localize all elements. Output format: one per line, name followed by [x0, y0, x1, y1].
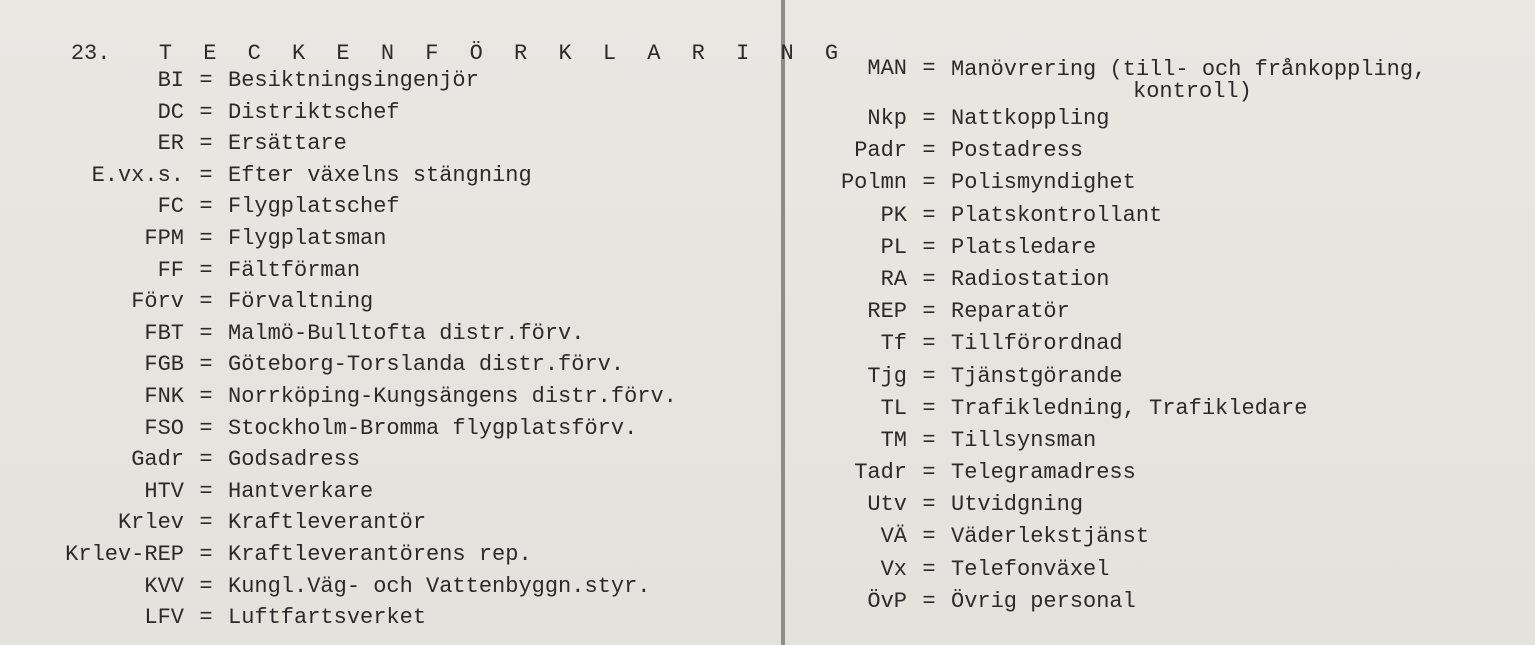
- equals-sign: =: [199, 383, 213, 409]
- equals-sign: =: [922, 331, 936, 357]
- legend-definition: Kraftleverantörens rep.: [228, 541, 532, 567]
- equals-sign: =: [922, 170, 936, 196]
- legend-abbreviation: TM: [880, 427, 907, 453]
- legend-entry: [0, 131, 677, 163]
- equals-sign: =: [199, 194, 213, 220]
- equals-sign: =: [199, 447, 213, 473]
- legend-entry: [785, 106, 1426, 138]
- left-legend-column: [0, 68, 677, 637]
- legend-abbreviation: PK: [880, 202, 907, 228]
- legend-entry: [0, 321, 677, 353]
- legend-entry: [0, 258, 677, 290]
- legend-entry: [785, 235, 1426, 267]
- legend-definition: Platsledare: [951, 234, 1097, 260]
- legend-entry: [0, 194, 677, 226]
- legend-definition: Tjänstgörande: [951, 363, 1123, 389]
- equals-sign: =: [922, 427, 936, 453]
- legend-abbreviation: Tjg: [867, 363, 907, 389]
- legend-entry: [0, 68, 677, 100]
- legend-definition: Kungl.Väg- och Vattenbyggn.styr.: [228, 573, 651, 599]
- equals-sign: =: [922, 588, 936, 614]
- equals-sign: =: [199, 68, 213, 93]
- legend-entry: [785, 267, 1426, 299]
- legend-definition: Malmö-Bulltofta distr.förv.: [228, 320, 585, 346]
- legend-entry: [785, 170, 1426, 202]
- equals-sign: =: [199, 289, 213, 315]
- legend-definition-line-2: kontroll): [1133, 79, 1252, 104]
- equals-sign: =: [922, 138, 936, 164]
- legend-abbreviation: Tf: [880, 331, 907, 357]
- legend-abbreviation: Krlev: [117, 510, 184, 536]
- legend-abbreviation: FBT: [144, 320, 184, 346]
- legend-abbreviation: FSO: [144, 415, 184, 441]
- legend-definition: Utvidgning: [951, 492, 1084, 518]
- legend-definition: Godsadress: [228, 447, 361, 473]
- legend-abbreviation: PL: [880, 234, 907, 260]
- legend-abbreviation: DC: [157, 99, 184, 125]
- equals-sign: =: [922, 556, 936, 582]
- equals-sign: =: [922, 363, 936, 389]
- legend-entry: [0, 542, 677, 574]
- legend-entry: [785, 557, 1426, 589]
- legend-entry: [785, 428, 1426, 460]
- legend-abbreviation: Polmn: [840, 170, 907, 196]
- equals-sign: =: [922, 395, 936, 421]
- equals-sign: =: [199, 225, 213, 251]
- legend-abbreviation: REP: [867, 299, 907, 325]
- equals-sign: =: [922, 234, 936, 260]
- legend-definition: Telegramadress: [951, 460, 1136, 486]
- legend-definition: Efter växelns stängning: [228, 162, 532, 188]
- right-legend-column: [785, 56, 1426, 621]
- legend-definition: Göteborg-Torslanda distr.förv.: [228, 352, 625, 378]
- legend-entry: [785, 396, 1426, 428]
- legend-entry: [785, 299, 1426, 331]
- legend-definition: Väderlekstjänst: [951, 524, 1150, 550]
- legend-entry: [0, 447, 677, 479]
- legend-abbreviation: Vx: [880, 556, 907, 582]
- legend-definition: Telefonväxel: [951, 556, 1110, 582]
- legend-definition: Platskontrollant: [951, 202, 1163, 228]
- legend-abbreviation: Nkp: [867, 106, 907, 131]
- legend-definition: Stockholm-Bromma flygplatsförv.: [228, 415, 638, 441]
- page-title: T E C K E N F Ö R K L A R I N G: [158, 41, 848, 66]
- equals-sign: =: [199, 415, 213, 441]
- legend-abbreviation: ÖvP: [867, 588, 907, 614]
- legend-entry: [0, 289, 677, 321]
- equals-sign: =: [922, 460, 936, 486]
- legend-abbreviation: FNK: [144, 383, 184, 409]
- legend-definition: Hantverkare: [228, 478, 374, 504]
- legend-abbreviation: MAN: [867, 56, 907, 81]
- equals-sign: =: [199, 99, 213, 125]
- equals-sign: =: [199, 605, 213, 631]
- legend-entry: [0, 574, 677, 606]
- legend-definition: Tillsynsman: [951, 427, 1097, 453]
- legend-entry: [0, 226, 677, 258]
- legend-entry: [0, 163, 677, 195]
- legend-abbreviation: RA: [880, 266, 907, 292]
- legend-abbreviation: VÄ: [880, 524, 907, 550]
- legend-abbreviation: KVV: [144, 573, 184, 599]
- equals-sign: =: [922, 106, 936, 131]
- legend-definition-line-1: Manövrering (till- och frånkoppling,: [951, 57, 1427, 82]
- legend-entry: [785, 492, 1426, 524]
- legend-definition: Radiostation: [951, 266, 1110, 292]
- equals-sign: =: [922, 492, 936, 518]
- legend-entry: [0, 416, 677, 448]
- legend-definition: Tillförordnad: [951, 331, 1123, 357]
- legend-definition: Postadress: [951, 138, 1084, 164]
- legend-abbreviation: Tadr: [854, 460, 907, 486]
- legend-definition: Fältförman: [228, 257, 361, 283]
- equals-sign: =: [199, 320, 213, 346]
- legend-definition: Norrköping-Kungsängens distr.förv.: [228, 383, 677, 409]
- legend-definition: Reparatör: [951, 299, 1070, 325]
- section-number: 23.: [70, 41, 111, 66]
- equals-sign: =: [199, 352, 213, 378]
- legend-definition: Besiktningsingenjör: [228, 68, 479, 93]
- legend-entry: [0, 384, 677, 416]
- equals-sign: =: [199, 257, 213, 283]
- legend-entry: [0, 479, 677, 511]
- legend-definition: Nattkoppling: [951, 106, 1110, 131]
- equals-sign: =: [199, 510, 213, 536]
- legend-abbreviation: TL: [880, 395, 907, 421]
- equals-sign: =: [922, 299, 936, 325]
- legend-entry: [785, 364, 1426, 396]
- legend-entry: [0, 605, 677, 637]
- legend-definition: Flygplatsman: [228, 225, 387, 251]
- equals-sign: =: [922, 524, 936, 550]
- legend-definition: Polismyndighet: [951, 170, 1136, 196]
- legend-definition: Övrig personal: [951, 588, 1136, 614]
- legend-entry: [785, 138, 1426, 170]
- legend-abbreviation: FC: [157, 194, 184, 220]
- legend-abbreviation: Utv: [867, 492, 907, 518]
- legend-definition: Trafikledning, Trafikledare: [951, 395, 1308, 421]
- legend-entry: [0, 510, 677, 542]
- legend-entry: [785, 524, 1426, 556]
- legend-entry: [785, 589, 1426, 621]
- equals-sign: =: [922, 266, 936, 292]
- equals-sign: =: [922, 202, 936, 228]
- equals-sign: =: [199, 478, 213, 504]
- legend-abbreviation: FPM: [144, 225, 184, 251]
- legend-abbreviation: Gadr: [131, 447, 184, 473]
- legend-abbreviation: ER: [157, 131, 184, 157]
- legend-abbreviation: LFV: [144, 605, 184, 631]
- legend-entry: [785, 203, 1426, 235]
- equals-sign: =: [199, 162, 213, 188]
- equals-sign: =: [199, 131, 213, 157]
- legend-definition: Kraftleverantör: [228, 510, 427, 536]
- legend-entry: [0, 100, 677, 132]
- legend-abbreviation: BI: [157, 68, 184, 93]
- legend-entry: [0, 352, 677, 384]
- legend-abbreviation: Padr: [854, 138, 907, 164]
- legend-abbreviation: FGB: [144, 352, 184, 378]
- legend-definition: Ersättare: [228, 131, 347, 157]
- legend-abbreviation: Förv: [131, 289, 184, 315]
- legend-entry: [785, 331, 1426, 363]
- equals-sign: =: [922, 56, 936, 81]
- legend-entry: [785, 460, 1426, 492]
- legend-abbreviation: E.vx.s.: [91, 162, 184, 188]
- legend-abbreviation: Krlev-REP: [65, 541, 184, 567]
- legend-definition: Flygplatschef: [228, 194, 400, 220]
- legend-abbreviation: FF: [157, 257, 184, 283]
- legend-abbreviation: HTV: [144, 478, 184, 504]
- equals-sign: =: [199, 541, 213, 567]
- legend-definition: Luftfartsverket: [228, 605, 427, 631]
- legend-definition: Förvaltning: [228, 289, 374, 315]
- equals-sign: =: [199, 573, 213, 599]
- legend-definition: Distriktschef: [228, 99, 400, 125]
